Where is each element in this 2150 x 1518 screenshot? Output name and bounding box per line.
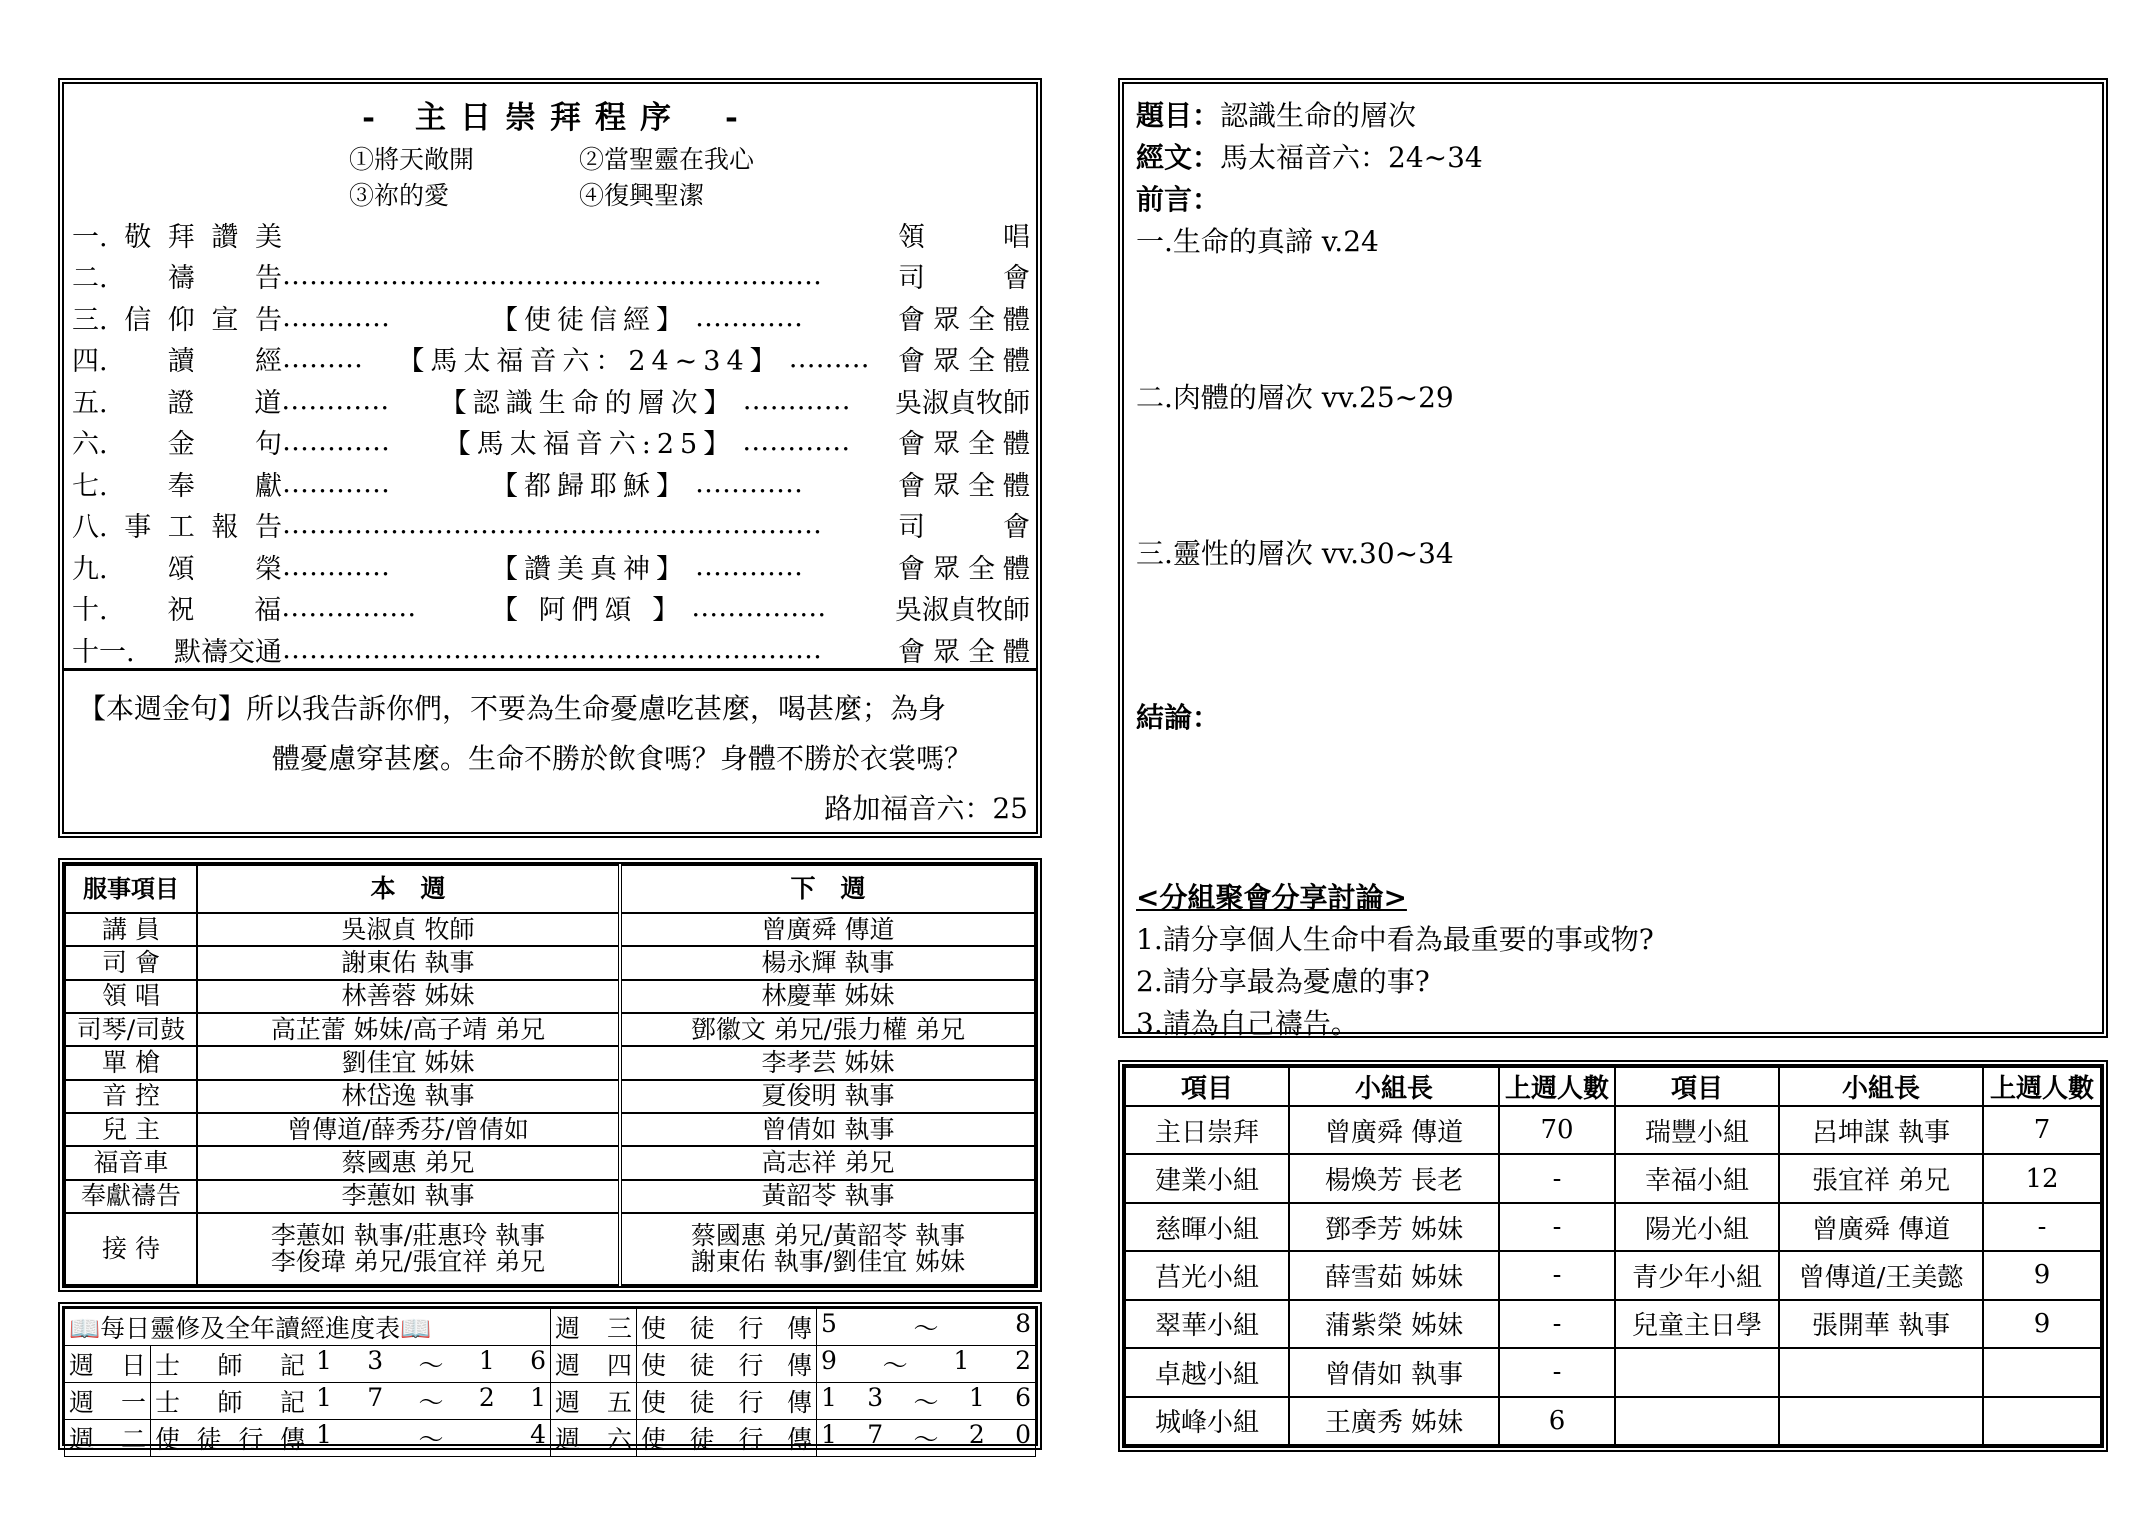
reading-book: 士 師 記	[155, 1388, 305, 1417]
reading-range: 1 7 ～ 2 1	[316, 1383, 546, 1417]
service-next-week: 林慶華 姊妹	[620, 980, 1035, 1013]
item-leader: 會 眾 全 體	[898, 304, 1030, 336]
worship-order-title: - 主日崇拜程序 -	[362, 100, 738, 136]
service-next-week: 曾廣舜 傳道	[620, 913, 1035, 946]
group-cell: 慈暉小組	[1125, 1203, 1289, 1251]
service-this-week: 吳淑貞 牧師	[197, 913, 620, 946]
service-next-week: 蔡國惠 弟兄/黃韶苓 執事 謝東佑 執事/劉佳宜 姊妹	[620, 1213, 1035, 1285]
dots-leader: ……………	[691, 592, 827, 623]
weekly-verse	[78, 684, 1028, 834]
item-content-text: 【使徒信經】	[491, 304, 689, 336]
item-leader: 吳 淑 貞 牧 師	[895, 595, 1030, 626]
dots-leader: …………	[695, 301, 803, 333]
reading-book: 使 徒 行 傳	[637, 1420, 817, 1457]
table-row	[65, 1013, 1035, 1046]
group-cell: 王廣秀 姊妹	[1289, 1397, 1499, 1445]
header-this-week: 本 週	[197, 865, 620, 913]
service-item: 司 會	[65, 946, 197, 979]
item-content	[282, 422, 898, 461]
sermon-conclusion: 結論：	[1136, 701, 1221, 734]
header-cell: 上週人數	[1499, 1067, 1615, 1106]
group-cell: 蒲紫榮 姊妹	[1289, 1300, 1499, 1348]
group-cell: 青少年小組	[1615, 1251, 1779, 1299]
reading-day: 週 一	[65, 1383, 151, 1420]
worship-order-item	[72, 420, 1030, 464]
item-leader: 會 眾 全 體	[898, 470, 1030, 502]
reading-day: 週 二	[65, 1420, 151, 1457]
item-content-text: 【 阿們頌 】	[491, 595, 686, 626]
dots-leader: …………	[282, 550, 390, 582]
worship-order-item	[72, 212, 1030, 256]
reading-range: 5 ～ 8	[817, 1309, 1036, 1346]
header-cell: 項目	[1125, 1067, 1289, 1106]
item-content	[282, 339, 898, 378]
small-groups-body	[1125, 1106, 2101, 1445]
service-item: 單 槍	[65, 1046, 197, 1079]
worship-order-item	[72, 337, 1030, 381]
dots-leader: …………	[742, 384, 851, 416]
table-row	[65, 946, 1035, 979]
item-leader: 司 會	[898, 512, 1030, 543]
table-row	[1125, 1203, 2101, 1251]
header-item: 服事項目	[65, 865, 197, 913]
hymn-row: ①將天敞開 ②當聖靈在我心	[349, 145, 755, 174]
item-leader: 會 眾 全 體	[898, 346, 1030, 377]
group-cell: -	[1499, 1300, 1615, 1348]
table-row	[65, 1213, 1035, 1285]
group-cell: 曾廣舜 傳道	[1779, 1203, 1983, 1251]
table-row	[1125, 1397, 2101, 1445]
group-cell: 瑞豐小組	[1615, 1106, 1779, 1154]
service-next-week: 曾倩如 執事	[620, 1113, 1035, 1146]
group-cell: -	[1499, 1154, 1615, 1202]
service-roster-panel	[58, 858, 1042, 1292]
group-cell	[1615, 1397, 1779, 1445]
service-item: 福音車	[65, 1146, 197, 1179]
item-content	[282, 298, 898, 337]
table-row	[65, 1309, 1036, 1346]
service-roster-table	[64, 864, 1036, 1286]
reading-day: 週 三	[551, 1309, 637, 1346]
reading-range: 1 ～ 4	[316, 1420, 546, 1454]
worship-order-item	[72, 544, 1030, 588]
hymn-list	[349, 142, 809, 214]
reading-plan-body	[65, 1309, 1036, 1457]
dots-leader: …………	[282, 467, 390, 499]
item-leader: 吳 淑 貞 牧 師	[895, 387, 1030, 419]
item-content	[281, 588, 895, 627]
item-content	[282, 260, 898, 291]
dots-leader: ………	[788, 343, 870, 374]
dots-leader: …………	[282, 426, 390, 457]
sermon-point-3: 三.靈性的層次 vv.30~34	[1136, 537, 1454, 570]
sermon-point-2: 二.肉體的層次 vv.25~29	[1136, 381, 1454, 414]
table-row	[1125, 1154, 2101, 1202]
service-this-week: 劉佳宜 姊妹	[197, 1046, 620, 1079]
reading-book-range	[151, 1346, 551, 1383]
service-next-week: 李孝芸 姊妹	[620, 1046, 1035, 1079]
group-cell: 7	[1983, 1106, 2101, 1154]
item-number-title: 九. 頌 榮	[72, 553, 282, 585]
item-content-text: 【認識生命的層次】	[439, 387, 737, 419]
worship-order-item	[72, 254, 1030, 298]
reading-plan-panel	[58, 1302, 1042, 1454]
item-content-text: 【馬太福音六：24~34】	[397, 346, 783, 377]
service-item: 奉獻禱告	[65, 1180, 197, 1213]
group-cell: 建業小組	[1125, 1154, 1289, 1202]
group-cell: -	[1983, 1203, 2101, 1251]
header-cell: 小組長	[1779, 1067, 1983, 1106]
header-cell: 上週人數	[1983, 1067, 2101, 1106]
table-row	[1125, 1106, 2101, 1154]
verse-label: 【本週金句】	[78, 692, 247, 725]
item-content	[281, 381, 895, 420]
service-this-week: 林岱逸 執事	[197, 1080, 620, 1113]
group-cell: 翠華小組	[1125, 1300, 1289, 1348]
hymn-row: ③祢的愛 ④復興聖潔	[349, 181, 705, 210]
worship-order-item	[72, 586, 1030, 630]
dots-leader: …………	[695, 550, 803, 582]
item-leader: 會 眾 全 體	[898, 553, 1030, 585]
group-cell: 薛雪茹 姊妹	[1289, 1251, 1499, 1299]
table-row	[65, 1080, 1035, 1113]
service-roster-body	[65, 913, 1035, 1285]
header-next-week: 下 週	[620, 865, 1035, 913]
service-next-week: 鄧徽文 弟兄/張力權 弟兄	[620, 1013, 1035, 1046]
group-cell: -	[1499, 1203, 1615, 1251]
item-leader: 會 眾 全 體	[898, 429, 1030, 460]
reading-day: 週 五	[551, 1383, 637, 1420]
item-number-title: 八. 事 工 報 告	[72, 512, 282, 543]
group-cell: 呂坤謀 執事	[1779, 1106, 1983, 1154]
table-row	[65, 1113, 1035, 1146]
group-cell: 6	[1499, 1397, 1615, 1445]
group-cell: 曾倩如 執事	[1289, 1348, 1499, 1396]
table-header-row	[1125, 1067, 2101, 1106]
reading-day: 週 四	[551, 1346, 637, 1383]
item-content	[282, 464, 898, 503]
verse-line-2: 體憂慮穿甚麼。生命不勝於飲食嗎？身體不勝於衣裳嗎？	[272, 742, 973, 775]
item-number-title: 三. 信 仰 宣 告	[72, 304, 282, 336]
verse-reference: 路加福音六：25	[824, 792, 1028, 825]
group-cell	[1983, 1397, 2101, 1445]
reading-book: 士 師 記	[155, 1351, 305, 1380]
group-cell: 9	[1983, 1300, 2101, 1348]
service-this-week: 謝東佑 執事	[197, 946, 620, 979]
group-cell	[1779, 1397, 1983, 1445]
header-cell: 小組長	[1289, 1067, 1499, 1106]
item-leader: 司 會	[898, 263, 1030, 294]
item-content-text: 【都歸耶穌】	[491, 470, 689, 502]
reading-book: 使 徒 行 傳	[155, 1425, 305, 1454]
reading-plan-title: 📖每日靈修及全年讀經進度表📖	[65, 1309, 551, 1346]
divider	[64, 668, 1036, 671]
table-row	[65, 913, 1035, 946]
service-item: 講 員	[65, 913, 197, 946]
discussion-question-3: 3.請為自己禱告。	[1136, 1007, 1359, 1040]
group-cell: 卓越小組	[1125, 1348, 1289, 1396]
group-cell: 曾廣舜 傳道	[1289, 1106, 1499, 1154]
table-row	[65, 1046, 1035, 1079]
worship-order-item	[72, 627, 1030, 671]
group-cell: -	[1499, 1348, 1615, 1396]
group-cell: 9	[1983, 1251, 2101, 1299]
title-text: 主日崇拜程序	[415, 100, 685, 136]
group-cell: 曾傳道/王美懿	[1779, 1251, 1983, 1299]
item-content	[282, 547, 898, 586]
dots-leader: ……………………………………………………	[282, 260, 822, 291]
group-cell	[1615, 1348, 1779, 1396]
worship-order-item	[72, 461, 1030, 505]
service-next-week: 楊永輝 執事	[620, 946, 1035, 979]
group-cell	[1983, 1348, 2101, 1396]
table-row	[1125, 1348, 2101, 1396]
service-next-week: 高志祥 弟兄	[620, 1146, 1035, 1179]
item-number-title: 六. 金 句	[72, 429, 282, 460]
small-groups-table	[1124, 1066, 2102, 1446]
service-item: 音 控	[65, 1080, 197, 1113]
table-row	[65, 1346, 1036, 1383]
item-content-text: 【馬太福音六:25】	[443, 429, 737, 460]
header-cell: 項目	[1615, 1067, 1779, 1106]
table-row	[1125, 1251, 2101, 1299]
item-number-title: 十一. 默禱交通	[72, 636, 282, 668]
reading-range: 1 3 ～ 1 6	[817, 1383, 1036, 1420]
sermon-scripture: 經文：馬太福音六：24~34	[1136, 141, 1483, 174]
table-row	[65, 1146, 1035, 1179]
service-next-week: 黃韶苓 執事	[620, 1180, 1035, 1213]
reading-day: 週 六	[551, 1420, 637, 1457]
service-this-week: 高芷蕾 姊妹/高子靖 弟兄	[197, 1013, 620, 1046]
reading-range: 1 3 ～ 1 6	[316, 1346, 546, 1380]
sermon-point-1: 一.生命的真諦 v.24	[1136, 225, 1379, 258]
sermon-notes-panel	[1118, 78, 2108, 1038]
worship-order-item	[72, 295, 1030, 339]
reading-book-range	[151, 1420, 551, 1457]
group-cell: 70	[1499, 1106, 1615, 1154]
discussion-question-1: 1.請分享個人生命中看為最重要的事或物?	[1136, 923, 1654, 956]
group-cell: -	[1499, 1251, 1615, 1299]
group-cell: 張宜祥 弟兄	[1779, 1154, 1983, 1202]
service-this-week: 李蕙如 執事	[197, 1180, 620, 1213]
group-cell: 莒光小組	[1125, 1251, 1289, 1299]
service-item: 兒 主	[65, 1113, 197, 1146]
table-row	[1125, 1300, 2101, 1348]
table-row	[65, 1420, 1036, 1457]
service-item: 領 唱	[65, 980, 197, 1013]
service-next-week: 夏俊明 執事	[620, 1080, 1035, 1113]
table-row	[65, 980, 1035, 1013]
service-this-week: 李蕙如 執事/莊惠玲 執事 李俊瑋 弟兄/張宜祥 弟兄	[197, 1213, 620, 1285]
discussion-title: <分組聚會分享討論>	[1136, 881, 1407, 914]
service-this-week: 曾傳道/薛秀芬/曾倩如	[197, 1113, 620, 1146]
reading-book: 使 徒 行 傳	[637, 1346, 817, 1383]
item-number-title: 一. 敬 拜 讚 美	[72, 221, 282, 253]
worship-order-item	[72, 378, 1030, 422]
service-this-week: 蔡國惠 弟兄	[197, 1146, 620, 1179]
reading-range: 1 7 ～ 2 0	[817, 1420, 1036, 1457]
service-this-week: 林善蓉 姊妹	[197, 980, 620, 1013]
group-cell: 張開華 執事	[1779, 1300, 1983, 1348]
reading-range: 9 ～ 1 2	[817, 1346, 1036, 1383]
small-groups-panel	[1118, 1060, 2108, 1452]
group-cell: 兒童主日學	[1615, 1300, 1779, 1348]
reading-book: 使 徒 行 傳	[637, 1309, 817, 1346]
item-content	[282, 509, 898, 540]
item-content	[282, 634, 898, 665]
dots-leader: …………	[281, 384, 390, 416]
group-cell: 楊煥芳 長老	[1289, 1154, 1499, 1202]
worship-order-panel	[58, 78, 1042, 838]
dots-leader: ………	[282, 343, 363, 374]
dots-leader: ……………………………………………………	[282, 633, 822, 665]
worship-order-item	[72, 503, 1030, 547]
group-cell: 陽光小組	[1615, 1203, 1779, 1251]
group-cell: 城峰小組	[1125, 1397, 1289, 1445]
item-leader: 領 唱	[898, 221, 1030, 253]
item-content-text: 【讚美真神】	[491, 553, 689, 585]
discussion-question-2: 2.請分享最為憂慮的事?	[1136, 965, 1430, 998]
table-row	[65, 1383, 1036, 1420]
item-number-title: 七. 奉 獻	[72, 470, 282, 502]
item-number-title: 五. 證 道	[72, 387, 282, 419]
dots-leader: ……………	[281, 592, 417, 623]
reading-plan-table	[64, 1308, 1036, 1457]
dots-leader: …………	[695, 467, 803, 499]
reading-book: 使 徒 行 傳	[637, 1383, 817, 1420]
table-header-row	[65, 865, 1035, 913]
group-cell: 主日崇拜	[1125, 1106, 1289, 1154]
dots-leader: ……………………………………………………	[282, 509, 822, 540]
dots-leader: …………	[282, 301, 390, 333]
item-leader: 會 眾 全 體	[898, 636, 1030, 668]
reading-day: 週 日	[65, 1346, 151, 1383]
table-row	[65, 1180, 1035, 1213]
item-number-title: 十. 祝 福	[72, 595, 282, 626]
sermon-topic: 題目：認識生命的層次	[1136, 99, 1417, 132]
group-cell: 鄧季芳 姊妹	[1289, 1203, 1499, 1251]
group-cell	[1779, 1348, 1983, 1396]
group-cell: 幸福小組	[1615, 1154, 1779, 1202]
service-item: 接 待	[65, 1213, 197, 1285]
dots-leader: …………	[742, 426, 851, 457]
sermon-intro: 前言：	[1136, 183, 1221, 216]
group-cell: 12	[1983, 1154, 2101, 1202]
service-item: 司琴/司鼓	[65, 1013, 197, 1046]
item-number-title: 四. 讀 經	[72, 346, 282, 377]
verse-line-1: 所以我告訴你們，不要為生命憂慮吃甚麼，喝甚麼；為身	[246, 692, 947, 725]
item-number-title: 二. 禱 告	[72, 263, 282, 294]
reading-book-range	[151, 1383, 551, 1420]
